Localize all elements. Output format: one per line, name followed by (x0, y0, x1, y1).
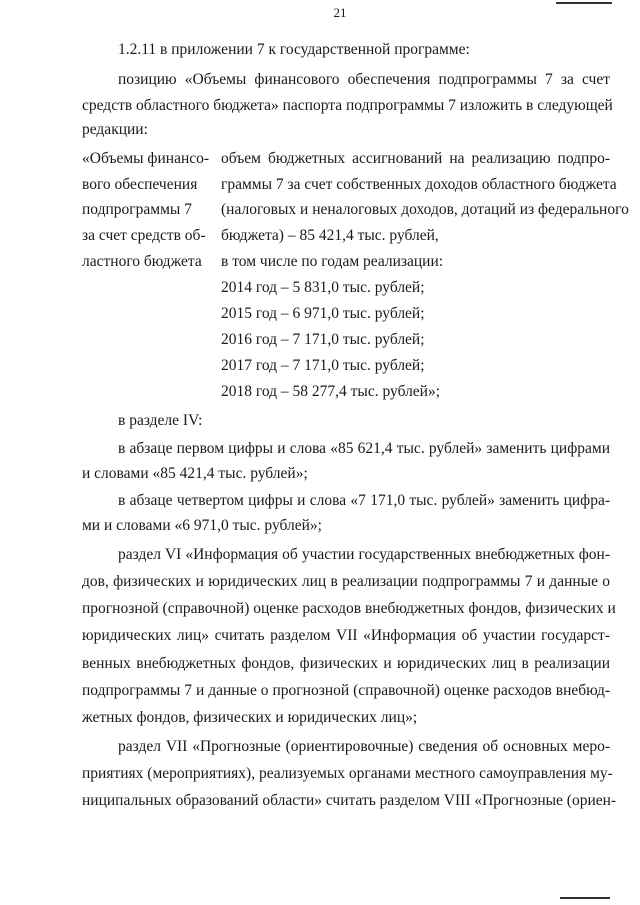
table-right-line: (налоговых и неналоговых доходов, дотаций из федерального (221, 201, 629, 218)
section-iv-heading: в разделе IV: (118, 412, 203, 429)
table-left-line: подпрограммы 7 (82, 201, 192, 218)
intro-line-2: позицию «Объемы финансового обеспечения подпрограммы 7 за счет (118, 71, 610, 88)
body-line: раздел VII «Прогнозные (ориентировочные) сведения об основных меро- (118, 738, 610, 755)
table-right-line: бюджета) – 85 421,4 тыс. рублей, (221, 227, 439, 244)
table-right-line: граммы 7 за счет собственных доходов областного бюджета (221, 176, 617, 193)
table-right-line: 2017 год – 7 171,0 тыс. рублей; (221, 357, 425, 374)
body-line: приятиях (мероприятиях), реализуемых органами местного самоуправления му- (82, 765, 613, 782)
table-right-line: 2018 год – 58 277,4 тыс. рублей»; (221, 383, 441, 400)
body-line: венных внебюджетных фондов, физических и юридических лиц в реализации (82, 655, 610, 672)
table-right-line: 2015 год – 6 971,0 тыс. рублей; (221, 305, 425, 322)
body-line: раздел VI «Информация об участии государственных внебюджетных фон- (118, 546, 610, 563)
body-line: в абзаце первом цифры и слова «85 621,4 тыс. рублей» заменить цифрами (118, 440, 610, 457)
intro-line-4: редакции: (82, 121, 148, 138)
table-right-line: 2016 год – 7 171,0 тыс. рублей; (221, 331, 425, 348)
body-line: ниципальных образований области» считать разделом VIII «Прогнозные (ориен- (82, 792, 617, 809)
table-left-line: за счет средств об- (82, 227, 206, 244)
body-line: юридических лиц» считать разделом VII «Информация об участии государст- (82, 627, 610, 644)
intro-line-3: средств областного бюджета» паспорта подпрограммы 7 изложить в следующей (82, 97, 613, 114)
body-line: дов, физических и юридических лиц в реализации подпрограммы 7 и данные о (82, 573, 610, 590)
intro-line-1: 1.2.11 в приложении 7 к государственной программе: (118, 41, 470, 58)
body-line: и словами «85 421,4 тыс. рублей»; (82, 465, 308, 482)
table-left-line: «Объемы финансо- (82, 150, 210, 167)
body-line: ми и словами «6 971,0 тыс. рублей»; (82, 517, 322, 534)
page-number: 21 (333, 5, 347, 20)
table-right-line: в том числе по годам реализации: (221, 253, 444, 270)
scan-mark-top (556, 2, 612, 4)
table-left-line: вого обеспечения (82, 176, 198, 193)
body-line: подпрограммы 7 и данные о прогнозной (справочной) оценке расходов внебюд- (82, 682, 610, 699)
table-right-line: 2014 год – 5 831,0 тыс. рублей; (221, 279, 425, 296)
scan-mark-bottom (560, 897, 610, 899)
body-line: жетных фондов, физических и юридических лиц»; (82, 709, 418, 726)
body-line: прогнозной (справочной) оценке расходов внебюджетных фондов, физических и (82, 600, 616, 617)
body-line: в абзаце четвертом цифры и слова «7 171,0 тыс. рублей» заменить цифра- (118, 492, 610, 509)
table-right-line: объем бюджетных ассигнований на реализацию подпро- (221, 150, 610, 167)
table-left-line: ластного бюджета (82, 253, 202, 270)
